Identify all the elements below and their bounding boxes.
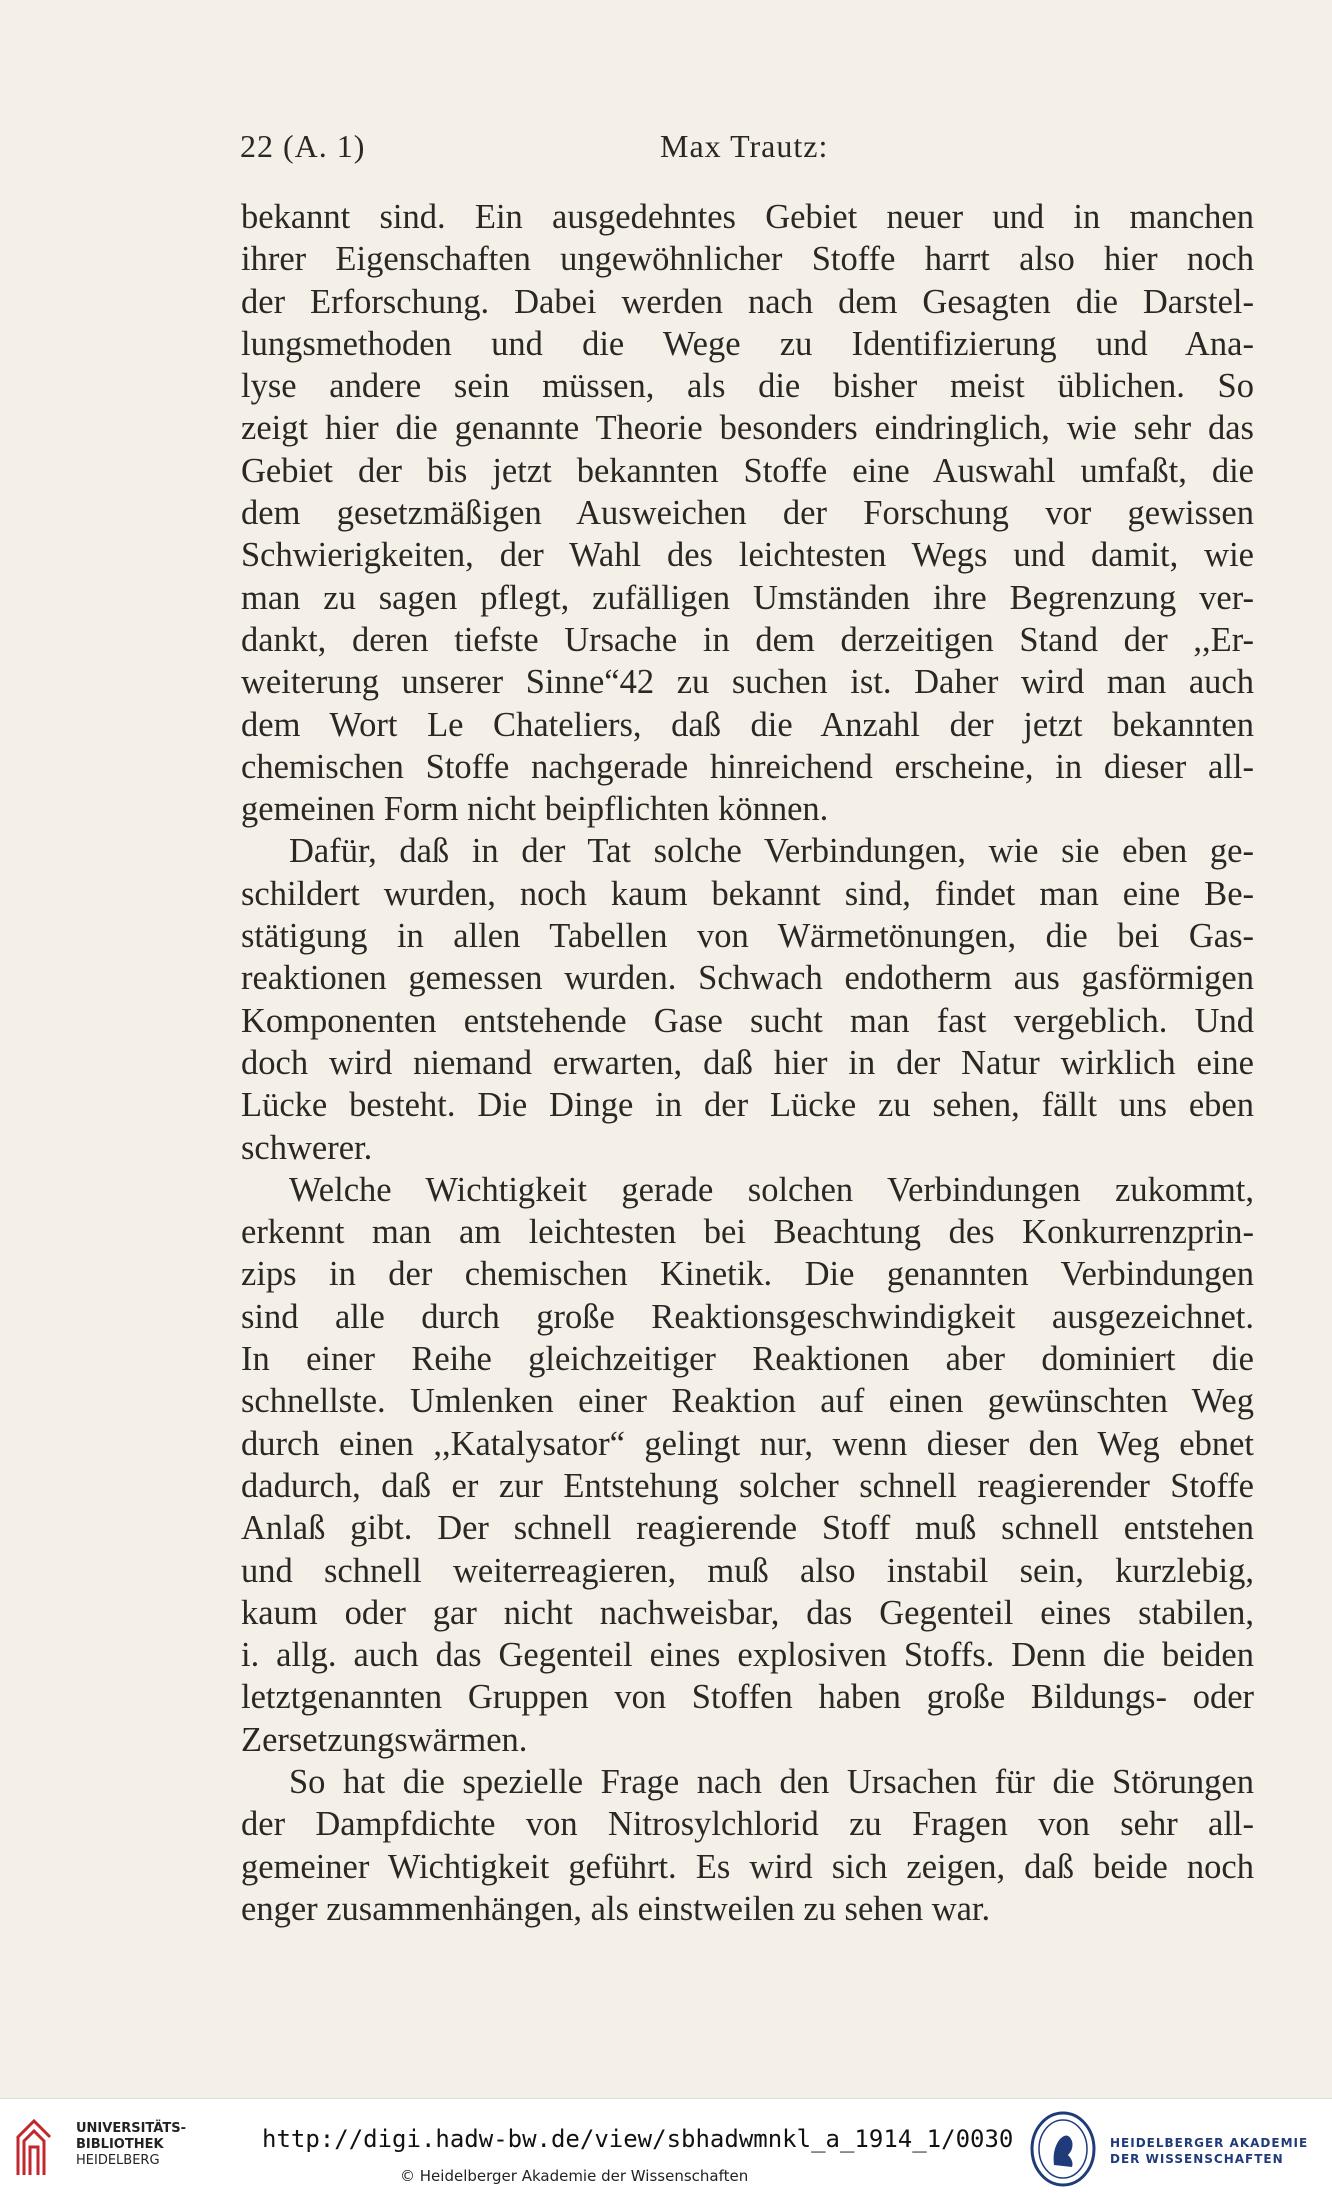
text-line: Gebiet der bis jetzt bekannten Stoffe eine Auswahl umfaßt, die bbox=[241, 451, 1254, 490]
paragraph bbox=[241, 1169, 1254, 1761]
text-line: i. allg. auch das Gegenteil eines explosiven Stoffs. Denn die beiden bbox=[241, 1636, 1254, 1675]
copyright-notice: © Heidelberger Akademie der Wissenschaften bbox=[400, 2167, 749, 2185]
text-line: der Erforschung. Dabei werden nach dem Gesagten die Darstel- bbox=[241, 282, 1254, 321]
text-line: zips in der chemischen Kinetik. Die genannten Verbindungen bbox=[241, 1255, 1254, 1294]
text-line: Dafür, daß in der Tat solche Verbindungen, wie sie eben ge- bbox=[289, 832, 1254, 871]
text-line: doch wird niemand erwarten, daß hier in der Natur wirklich eine bbox=[241, 1043, 1254, 1082]
paragraph bbox=[241, 830, 1254, 1168]
text-line: stätigung in allen Tabellen von Wärmetönungen, die bei Gas- bbox=[241, 917, 1254, 956]
text-line: enger zusammenhängen, als einstweilen zu sehen war. bbox=[241, 1889, 991, 1928]
footer-bar bbox=[0, 2098, 1332, 2198]
paragraph bbox=[241, 196, 1254, 830]
library-name-line2: BIBLIOTHEK bbox=[76, 2137, 164, 2152]
text-line: zeigt hier die genannte Theorie besonders eindringlich, wie sehr das bbox=[241, 409, 1254, 448]
body-text bbox=[241, 196, 1254, 1930]
text-line: man zu sagen pflegt, zufälligen Umständen ihre Begrenzung ver- bbox=[241, 578, 1254, 617]
academy-name bbox=[1110, 2135, 1308, 2167]
text-line: letztgenannten Gruppen von Stoffen haben große Bildungs- oder bbox=[241, 1678, 1254, 1717]
academy-name-line2: DER WISSENSCHAFTEN bbox=[1110, 2152, 1284, 2166]
text-line: Anlaß gibt. Der schnell reagierende Stoff muß schnell entstehen bbox=[241, 1509, 1254, 1548]
library-name bbox=[76, 2121, 186, 2169]
text-line: gemeiner Wichtigkeit geführt. Es wird sich zeigen, daß beide noch bbox=[241, 1847, 1254, 1886]
text-line: dem gesetzmäßigen Ausweichen der Forschung vor gewissen bbox=[241, 494, 1254, 533]
text-line: Welche Wichtigkeit gerade solchen Verbindungen zukommt, bbox=[289, 1170, 1254, 1209]
text-line: weiterung unserer Sinne“42 zu suchen ist. Daher wird man auch bbox=[241, 663, 1254, 702]
text-line: In einer Reihe gleichzeitiger Reaktionen aber dominiert die bbox=[241, 1340, 1254, 1379]
text-line: der Dampfdichte von Nitrosylchlorid zu Fragen von sehr all- bbox=[241, 1805, 1254, 1844]
text-line: schwerer. bbox=[241, 1128, 373, 1167]
permalink-url[interactable]: http://digi.hadw-bw.de/view/sbhadwmnkl_a_1914_1/0030 bbox=[262, 2125, 1014, 2153]
text-line: erkennt man am leichtesten bei Beachtung des Konkurrenzprin- bbox=[241, 1213, 1254, 1252]
library-name-line1: UNIVERSITÄTS- bbox=[76, 2121, 186, 2136]
text-line: chemischen Stoffe nachgerade hinreichend erscheine, in dieser all- bbox=[241, 747, 1254, 786]
text-line: ihrer Eigenschaften ungewöhnlicher Stoffe harrt also hier noch bbox=[241, 240, 1254, 279]
text-line: Zersetzungswärmen. bbox=[241, 1720, 528, 1759]
academy-name-line1: HEIDELBERGER AKADEMIE bbox=[1110, 2136, 1309, 2150]
text-line: dem Wort Le Chateliers, daß die Anzahl der jetzt bekannten bbox=[241, 705, 1254, 744]
text-line: dankt, deren tiefste Ursache in dem derzeitigen Stand der ,,Er- bbox=[241, 620, 1254, 659]
text-line: Lücke besteht. Die Dinge in der Lücke zu sehen, fällt uns eben bbox=[241, 1086, 1254, 1125]
running-title: Max Trautz: bbox=[660, 128, 829, 164]
university-library-logo-icon bbox=[14, 2117, 54, 2179]
text-line: kaum oder gar nicht nachweisbar, das Gegenteil eines stabilen, bbox=[241, 1593, 1254, 1632]
text-line: Schwierigkeiten, der Wahl des leichtesten Wegs und damit, wie bbox=[241, 536, 1254, 575]
text-line: sind alle durch große Reaktionsgeschwindigkeit ausgezeichnet. bbox=[241, 1297, 1254, 1336]
page-header bbox=[240, 128, 1255, 178]
text-line: Komponenten entstehende Gase sucht man fast vergeblich. Und bbox=[241, 1001, 1254, 1040]
text-line: schnellste. Umlenken einer Reaktion auf einen gewünschten Weg bbox=[241, 1382, 1254, 1421]
text-line: gemeinen Form nicht beipflichten können. bbox=[241, 790, 829, 829]
text-line: schildert wurden, noch kaum bekannt sind, findet man eine Be- bbox=[241, 874, 1254, 913]
text-line: dadurch, daß er zur Entstehung solcher schnell reagierender Stoffe bbox=[241, 1466, 1254, 1505]
paragraph bbox=[241, 1761, 1254, 1930]
academy-seal-icon bbox=[1028, 2109, 1098, 2189]
text-line: durch einen ,,Katalysator“ gelingt nur, wenn dieser den Weg ebnet bbox=[241, 1424, 1254, 1463]
text-line: und schnell weiterreagieren, muß also instabil sein, kurzlebig, bbox=[241, 1551, 1254, 1590]
text-line: reaktionen gemessen wurden. Schwach endotherm aus gasförmigen bbox=[241, 959, 1254, 998]
page-number: 22 (A. 1) bbox=[240, 128, 366, 164]
text-line: lungsmethoden und die Wege zu Identifizierung und Ana- bbox=[241, 324, 1254, 363]
text-line: lyse andere sein müssen, als die bisher meist üblichen. So bbox=[241, 367, 1254, 406]
text-line: bekannt sind. Ein ausgedehntes Gebiet neuer und in manchen bbox=[241, 198, 1254, 236]
library-name-line3: HEIDELBERG bbox=[76, 2153, 160, 2168]
text-line: So hat die spezielle Frage nach den Ursachen für die Störungen bbox=[289, 1762, 1254, 1801]
